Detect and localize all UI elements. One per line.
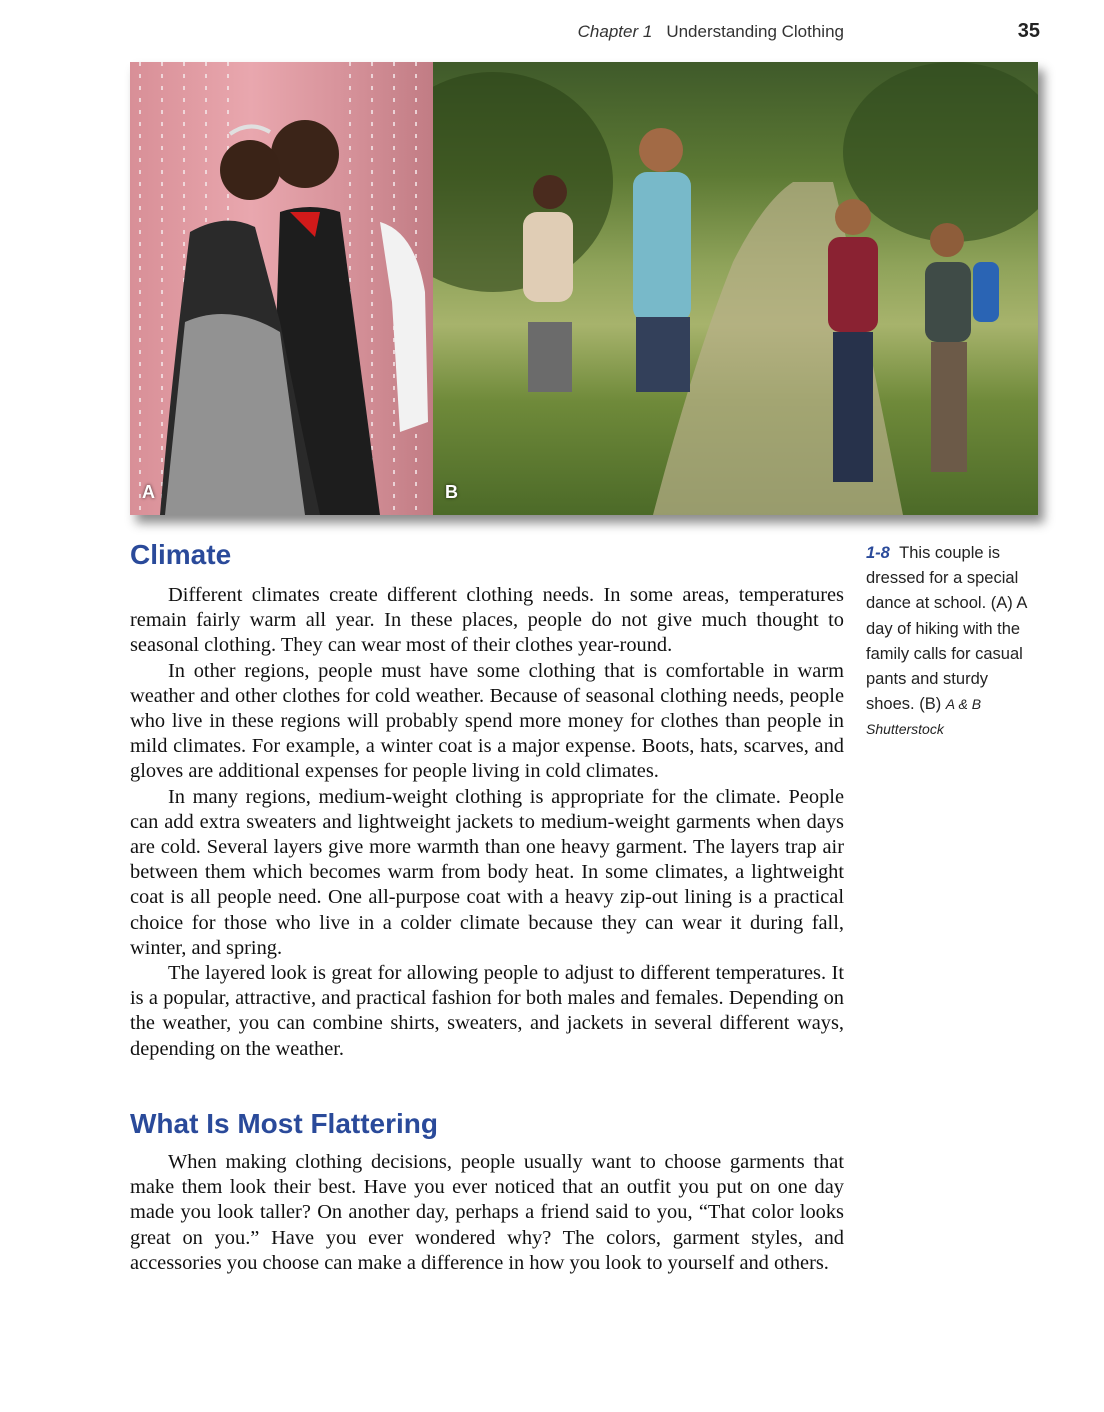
figure-1-8: [130, 62, 1038, 515]
chapter-title: Understanding Clothing: [666, 22, 844, 41]
section-climate: [130, 539, 844, 1062]
section-heading: What Is Most Flattering: [130, 1108, 438, 1139]
photo-a: [130, 62, 433, 515]
photo-b: [433, 62, 1038, 515]
chapter-label: Chapter 1: [577, 22, 653, 41]
caption-number: 1-8: [866, 544, 890, 562]
body-paragraph: In many regions, medium-weight clothing is appropriate for the climate. People can add extra sweaters and lightweight jackets to medium-weight garments when days are cold. Several layers give more warmth than one heavy garment. The layers trap air between them which becomes warm from body heat. In some climates, a lightweight coat is all people need. One all-purpose coat with a heavy zip-out lining is a practical choice for those who live in a colder climate because they can wear it during fall, winter, and spring.: [130, 785, 844, 959]
couple-illustration: [130, 62, 433, 515]
body-paragraph: When making clothing decisions, people usually want to choose garments that make them look their best. Have you ever noticed that an outfit you put on one day made you look taller? On another day, perhaps a friend said to you, “That color looks great on you.” Have you ever wondered why? The colors, garment styles, and accessories you choose can make a difference in how you look to yourself and others.: [130, 1151, 844, 1274]
body-paragraph: In other regions, people must have some clothing that is comfortable in warm weather and other clothes for cold weather. Because of seasonal clothing needs, people who live in these regions will probably spend more money for clothes than people in mild climates. For example, a winter coat is a major expense. Boots, hats, scarves, and gloves are additional expenses for people living in cold climates.: [130, 659, 844, 783]
section-flattering: [130, 1108, 844, 1276]
body-paragraph: The layered look is great for allowing people to adjust to different temperatures. It is a popular, attractive, and practical fashion for both males and females. Depending on the weather, you can combine shirts, sweaters, and jackets in several different ways, depending on the weather.: [130, 962, 844, 1060]
body-paragraph: Different climates create different clothing needs. In some areas, temperatures remain fairly warm all year. In these places, people do not give much thought to seasonal clothing. They can wear most of their clothes year-round.: [130, 584, 844, 657]
caption-credit: A & B Shutterstock: [866, 696, 982, 738]
photo-a-label: A: [142, 482, 155, 502]
hiking-family-illustration: [433, 62, 1038, 515]
page-number: 35: [1017, 20, 1040, 42]
figure-caption: [866, 541, 1036, 743]
running-head: [530, 22, 844, 42]
section-heading: Climate: [130, 539, 232, 570]
photo-b-label: B: [445, 482, 458, 502]
caption-text: This couple is dressed for a special dance at school. (A) A day of hiking with the family calls for casual pants and sturdy shoes. (B): [866, 544, 1027, 714]
